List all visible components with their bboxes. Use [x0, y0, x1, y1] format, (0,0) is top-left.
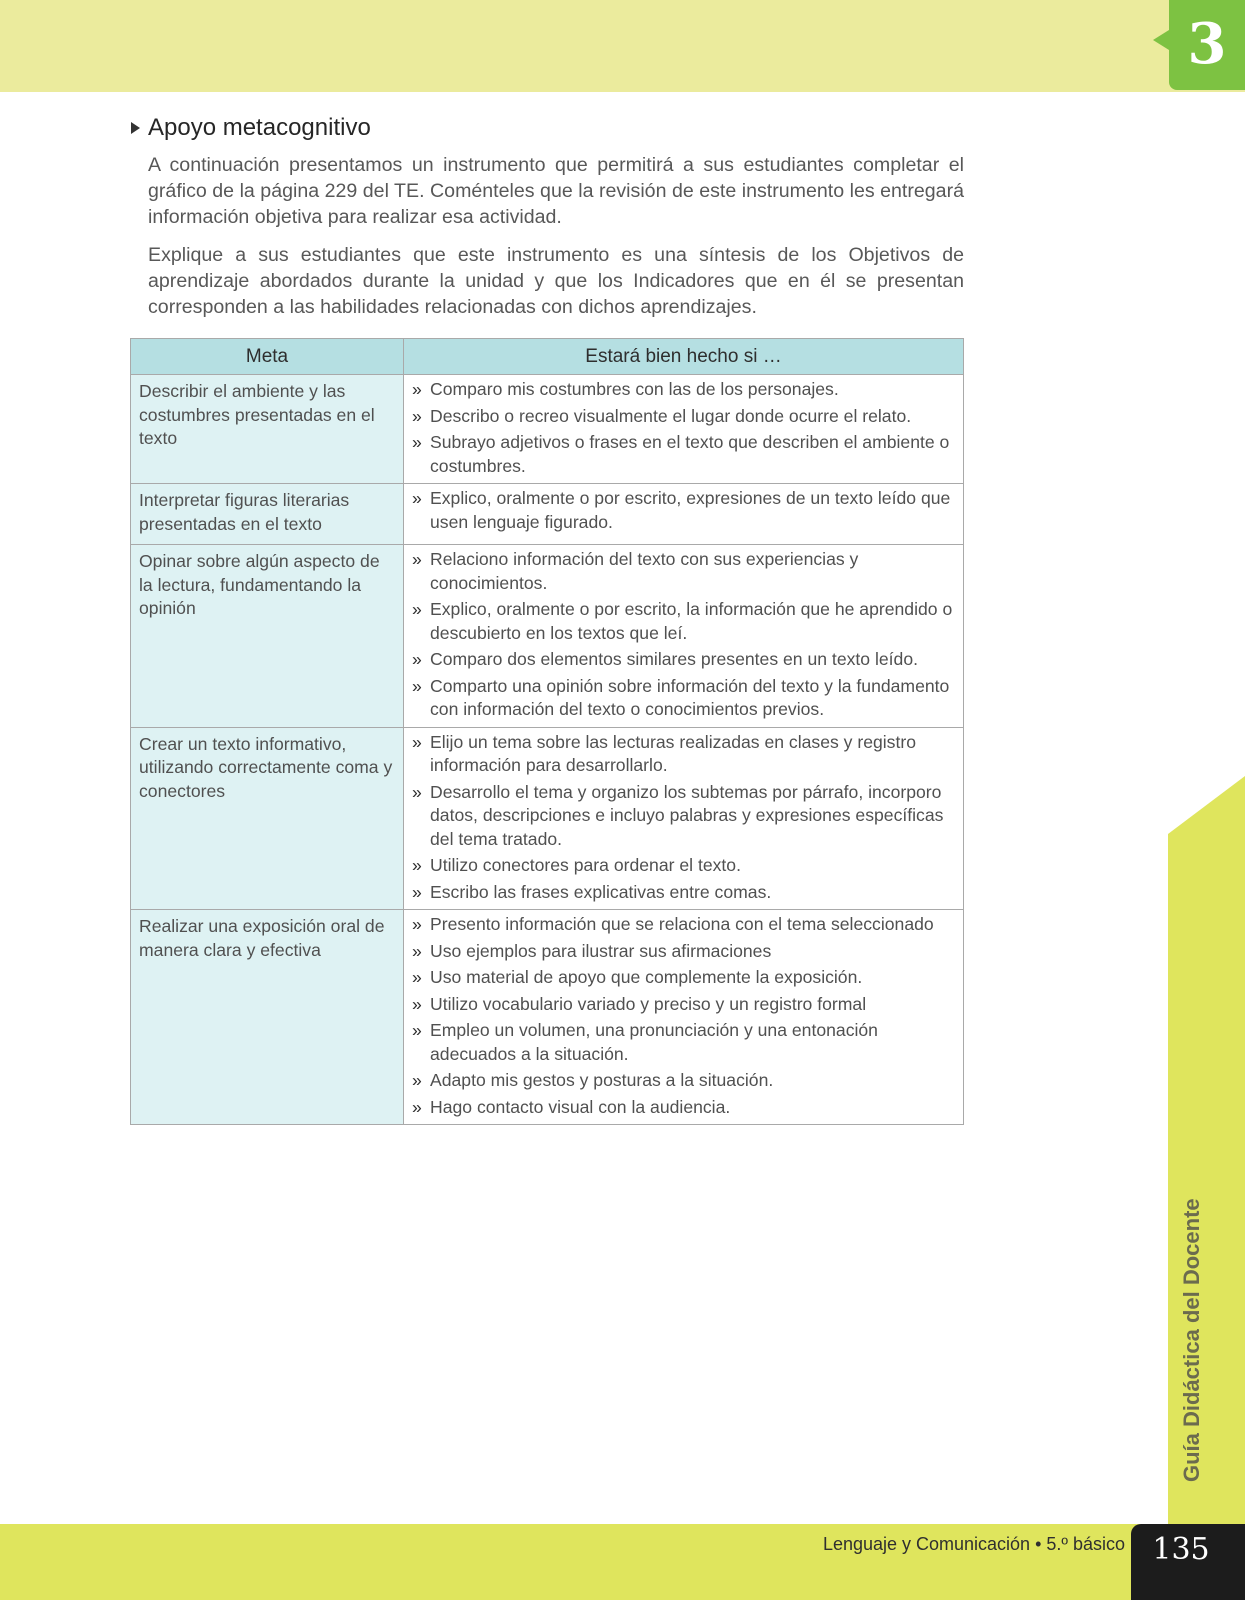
- criteria-cell: [404, 375, 964, 484]
- meta-cell: Opinar sobre algún aspecto de la lectura, fundamentando la opinión: [131, 545, 404, 728]
- criteria-item: » Comparo mis costumbres con las de los personajes.: [412, 378, 955, 402]
- criteria-cell: [404, 545, 964, 728]
- criteria-list: [412, 487, 955, 534]
- criteria-item: » Elijo un tema sobre las lecturas realizadas en clases y registro información para desarrollarlo.: [412, 731, 955, 778]
- unit-tab-notch: [1153, 30, 1169, 50]
- criteria-item: » Uso ejemplos para ilustrar sus afirmaciones: [412, 940, 955, 964]
- rubric-table: [130, 338, 964, 1125]
- table-row: [131, 910, 964, 1125]
- section-heading: [131, 114, 371, 142]
- criteria-cell: [404, 484, 964, 545]
- explanation-paragraph: Explique a sus estudiantes que este instrumento es una síntesis de los Objetivos de aprendizaje abordados durante la unidad y que los Indicadores que en él se presentan corresponden a las habilidades relacionadas con dichos aprendizajes.: [148, 244, 964, 318]
- criteria-list: [412, 548, 955, 722]
- unit-tab: [1169, 0, 1245, 90]
- criteria-item: » Explico, oralmente o por escrito, expresiones de un texto leído que usen lenguaje figurado.: [412, 487, 955, 534]
- criteria-cell: [404, 727, 964, 910]
- criteria-item: » Comparto una opinión sobre información del texto y la fundamento con información del texto o conocimientos previos.: [412, 675, 955, 722]
- footer-subject: Lenguaje y Comunicación • 5.º básico: [822, 1534, 1125, 1554]
- page-number-box: [1131, 1524, 1245, 1600]
- criteria-item: » Presento información que se relaciona con el tema seleccionado: [412, 913, 955, 937]
- criteria-cell: [404, 910, 964, 1125]
- criteria-list: [412, 731, 955, 905]
- criteria-item: » Subrayo adjetivos o frases en el texto que describen el ambiente o costumbres.: [412, 431, 955, 478]
- criteria-item: » Escribo las frases explicativas entre comas.: [412, 881, 955, 905]
- unit-number: 3: [1187, 11, 1227, 77]
- meta-cell: Realizar una exposición oral de manera clara y efectiva: [131, 910, 404, 1125]
- criteria-item: » Uso material de apoyo que complemente la exposición.: [412, 966, 955, 990]
- table-row: [131, 484, 964, 545]
- side-title: [1171, 1440, 1245, 1482]
- criteria-item: » Relaciono información del texto con sus experiencias y conocimientos.: [412, 548, 955, 595]
- criteria-item: » Hago contacto visual con la audiencia.: [412, 1096, 955, 1120]
- criteria-list: [412, 378, 955, 478]
- criteria-item: » Explico, oralmente o por escrito, la información que he aprendido o descubierto en los textos que leí.: [412, 598, 955, 645]
- section-title: Apoyo metacognitivo: [148, 114, 371, 141]
- meta-cell: Interpretar figuras literarias presentadas en el texto: [131, 484, 404, 545]
- page-number: 135: [1152, 1532, 1210, 1567]
- meta-cell: Describir el ambiente y las costumbres presentadas en el texto: [131, 375, 404, 484]
- criteria-item: » Comparo dos elementos similares presentes en un texto leído.: [412, 648, 955, 672]
- meta-cell: Crear un texto informativo, utilizando correctamente coma y conectores: [131, 727, 404, 910]
- table-row: [131, 545, 964, 728]
- intro-paragraph: A continuación presentamos un instrumento que permitirá a sus estudiantes completar el gráfico de la página 229 del TE. Coménteles que la revisión de este instrumento les entregará información objetiva para realizar esa actividad.: [148, 154, 964, 228]
- criteria-item: » Utilizo conectores para ordenar el texto.: [412, 854, 955, 878]
- criteria-item: » Describo o recreo visualmente el lugar donde ocurre el relato.: [412, 405, 955, 429]
- header-criteria: Estará bien hecho si …: [404, 339, 964, 375]
- criteria-item: » Adapto mis gestos y posturas a la situación.: [412, 1069, 955, 1093]
- table-row: [131, 727, 964, 910]
- table-row: [131, 375, 964, 484]
- top-header-band: [0, 0, 1245, 92]
- criteria-item: » Empleo un volumen, una pronunciación y una entonación adecuados a la situación.: [412, 1019, 955, 1066]
- criteria-list: [412, 913, 955, 1119]
- header-meta: Meta: [131, 339, 404, 375]
- triangle-bullet-icon: [131, 122, 140, 134]
- table-header-row: [131, 339, 964, 375]
- criteria-item: » Utilizo vocabulario variado y preciso y un registro formal: [412, 993, 955, 1017]
- criteria-item: » Desarrollo el tema y organizo los subtemas por párrafo, incorporo datos, descripciones e incluyo palabras y expresiones específicas del tema tratado.: [412, 781, 955, 852]
